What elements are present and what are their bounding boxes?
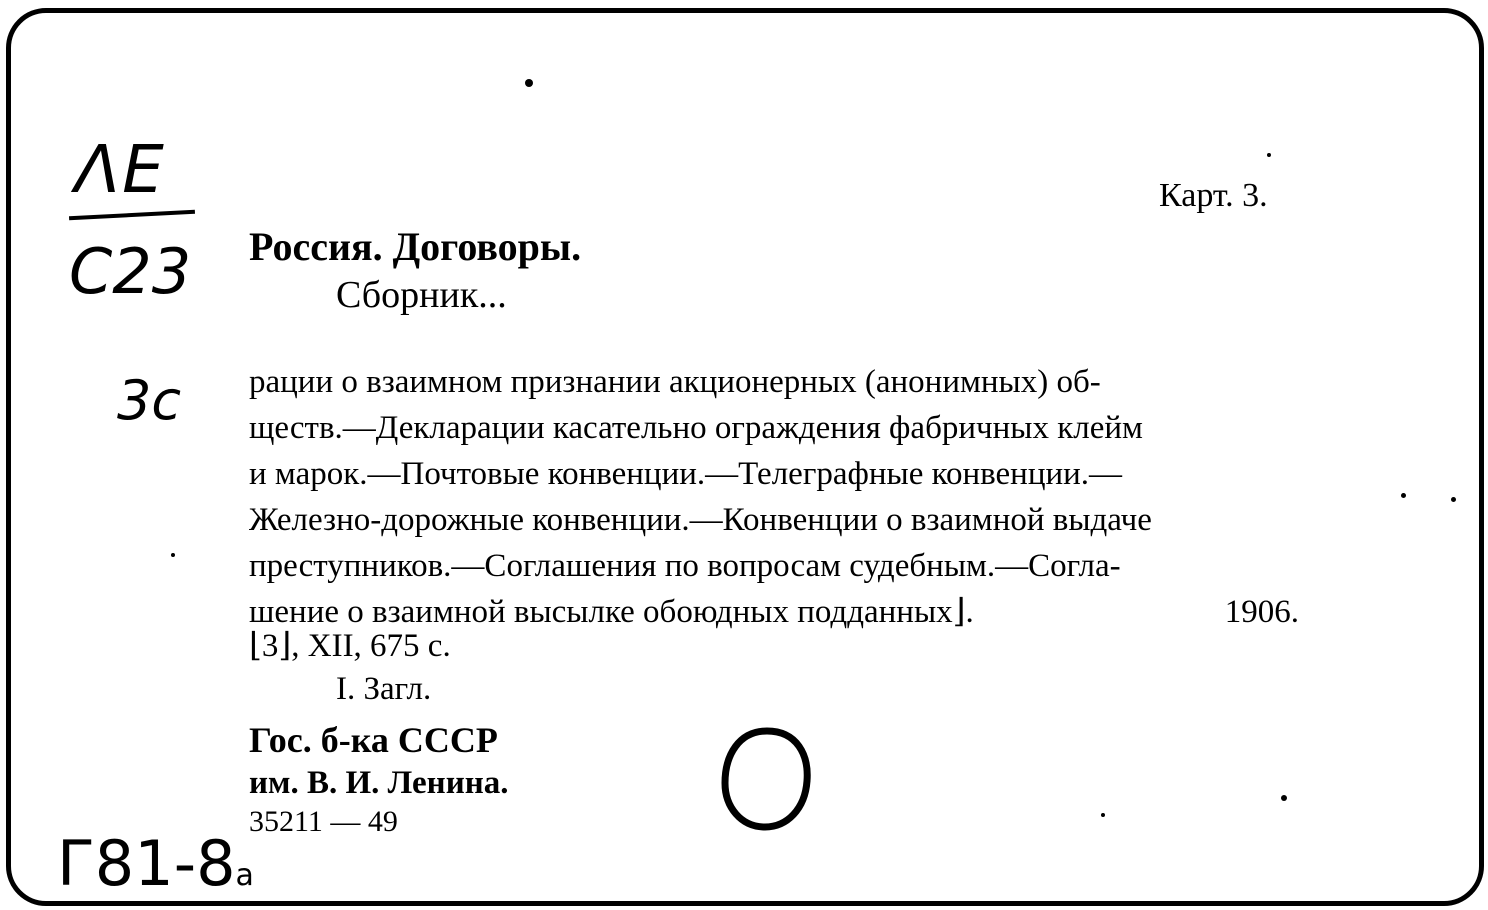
library-name-2: им. В. И. Ленина. [249,765,509,801]
punch-hole-icon [717,725,817,835]
speck [1281,795,1287,801]
pagination: ⌊3⌋, XII, 675 с. [249,628,451,664]
body-line: рации о взаимном признании акционерных (анонимных) об- [249,364,1101,400]
handwritten-section-mark: 3c [117,369,182,432]
handwritten-bottom-mark-main: Г81-8 [57,827,236,900]
catalog-card [6,8,1484,906]
handwritten-top-mark: ΛE [75,131,166,208]
card-number: Карт. 3. [1159,177,1268,214]
speck [171,553,175,557]
card-serial: 35211 — 49 [249,805,398,838]
speck [1267,153,1271,157]
body-line: Железно-дорожные конвенции.—Конвенции о взаимной выдаче [249,502,1152,538]
speck [1401,493,1406,498]
body-line: ществ.—Декларации касательно ограждения фабричных клейм [249,410,1143,446]
handwritten-shelf-mark: C23 [69,235,192,308]
body-line: шение о взаимной высылке обоюдных подданных⌋. [249,594,974,630]
title-entry: I. Загл. [336,671,432,707]
handwritten-bottom-mark-suffix: а [235,858,254,893]
handwritten-bottom-mark [57,827,254,900]
library-name: Гос. б-ка СССР [249,720,498,760]
card-heading: Россия. Договоры. [249,224,582,269]
speck [1101,813,1105,817]
card-subheading: Сборник... [336,274,507,316]
card-body-text [249,359,1299,635]
handwritten-underline [69,210,195,221]
speck [525,79,533,87]
body-line: преступников.—Соглашения по вопросам судебным.—Согла- [249,548,1121,584]
publication-year: 1906. [1224,594,1299,630]
body-line: и марок.—Почтовые конвенции.—Телеграфные конвенции.— [249,456,1123,492]
speck [1451,497,1456,502]
